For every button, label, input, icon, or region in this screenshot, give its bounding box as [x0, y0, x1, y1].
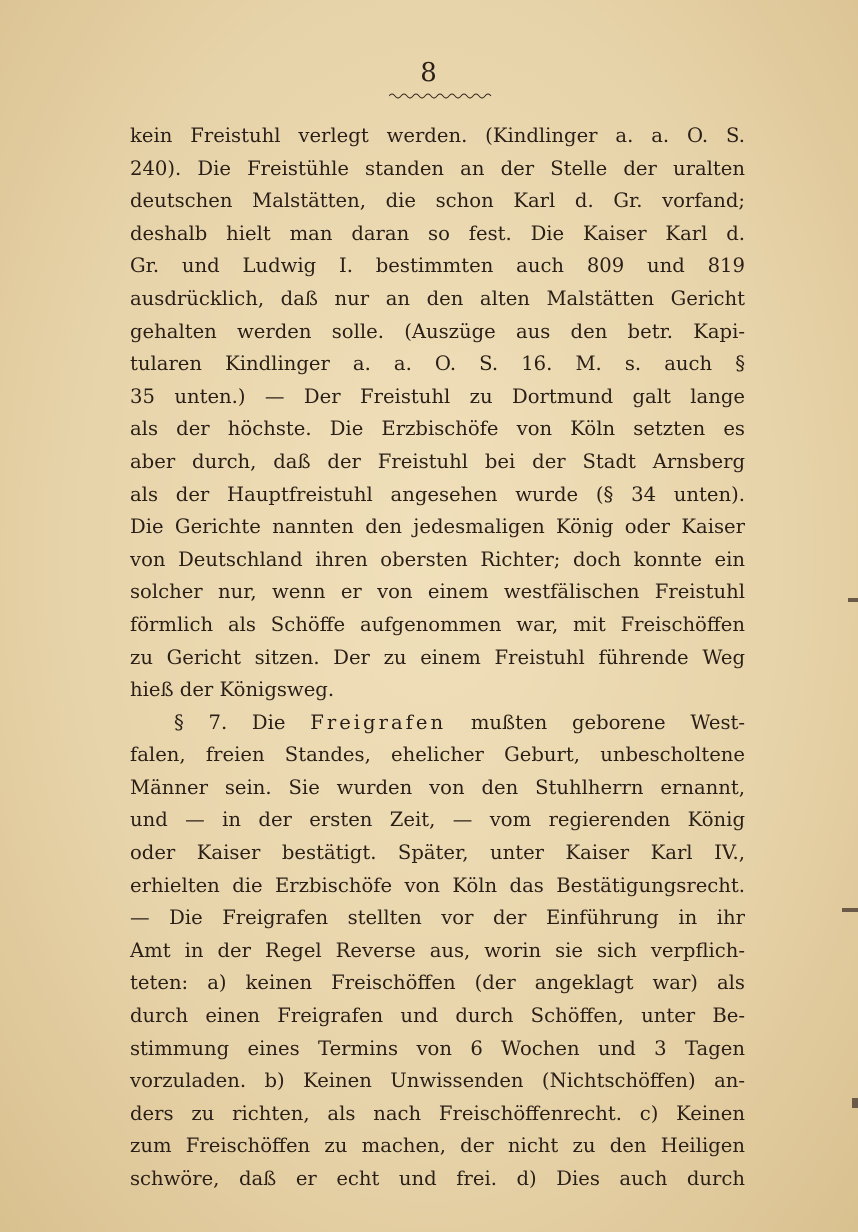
section-heading-line: [130, 707, 745, 740]
text-line: tularen Kindlinger a. a. O. S. 16. M. s. auch §: [130, 352, 745, 376]
edge-mark: [848, 598, 858, 602]
text-line: aber durch, daß der Freistuhl bei der Stadt Arnsberg: [130, 449, 745, 473]
text-line: Amt in der Regel Reverse aus, worin sie sich verpflich-: [130, 938, 745, 962]
edge-mark: [842, 908, 858, 912]
text-line: — Die Freigrafen stellten vor der Einführung in ihr: [130, 906, 745, 930]
text-line: Gr. und Ludwig I. bestimmten auch 809 und 819: [130, 254, 745, 278]
edge-mark: [852, 1098, 858, 1108]
text-line: schwöre, daß er echt und frei. d) Dies auch durch: [130, 1167, 745, 1190]
text-line: Männer sein. Sie wurden von den Stuhlherrn ernannt,: [130, 775, 745, 799]
section-prefix: § 7. Die: [174, 710, 311, 734]
text-line: Die Gerichte nannten den jedesmaligen König oder Kaiser: [130, 515, 745, 539]
text-line: zu Gericht sitzen. Der zu einem Freistuhl führende Weg: [130, 645, 745, 669]
decorative-rule: [389, 92, 493, 100]
text-line: deshalb hielt man daran so fest. Die Kaiser Karl d.: [130, 221, 745, 245]
text-line: 240). Die Freistühle standen an der Stelle der uralten: [130, 156, 745, 180]
text-line: vorzuladen. b) Keinen Unwissenden (Nichtschöffen) an-: [130, 1069, 745, 1093]
text-line: durch einen Freigrafen und durch Schöffen, unter Be-: [130, 1004, 745, 1028]
text-line: als der Hauptfreistuhl angesehen wurde (§ 34 unten).: [130, 482, 745, 506]
text-line: förmlich als Schöffe aufgenommen war, mit Freischöffen: [130, 612, 745, 636]
spaced-term: Freigrafen: [310, 710, 447, 734]
text-line: teten: a) keinen Freischöffen (der angeklagt war) als: [130, 971, 745, 995]
text-line: ausdrücklich, daß nur an den alten Malstätten Gericht: [130, 286, 745, 310]
text-line: deutschen Malstätten, die schon Karl d. Gr. vorfand;: [130, 189, 745, 213]
text-line: solcher nur, wenn er von einem westfälischen Freistuhl: [130, 580, 745, 604]
text-line: stimmung eines Termins von 6 Wochen und 3 Tagen: [130, 1036, 745, 1060]
text-line: zum Freischöffen zu machen, der nicht zu den Heiligen: [130, 1134, 745, 1158]
text-line: von Deutschland ihren obersten Richter; doch konnte ein: [130, 547, 745, 571]
text-line: gehalten werden solle. (Auszüge aus den betr. Kapi-: [130, 319, 745, 343]
page-number: 8: [420, 58, 438, 88]
text-line: kein Freistuhl verlegt werden. (Kindlinger a. a. O. S.: [130, 124, 745, 147]
text-line: 35 unten.) — Der Freistuhl zu Dortmund galt lange: [130, 384, 745, 408]
text-line: ders zu richten, als nach Freischöffenrecht. c) Keinen: [130, 1101, 745, 1125]
body-text: [130, 120, 745, 1196]
section-rest: mußten geborene West-: [446, 710, 746, 734]
text-line: und — in der ersten Zeit, — vom regierenden König: [130, 808, 745, 832]
text-line: hieß der Königsweg.: [130, 678, 335, 702]
text-line: falen, freien Standes, ehelicher Geburt, unbescholtene: [130, 743, 745, 767]
text-line: oder Kaiser bestätigt. Später, unter Kaiser Karl IV.,: [130, 841, 745, 865]
text-line: als der höchste. Die Erzbischöfe von Köln setzten es: [130, 417, 745, 441]
text-line: erhielten die Erzbischöfe von Köln das Bestätigungsrecht.: [130, 873, 745, 897]
